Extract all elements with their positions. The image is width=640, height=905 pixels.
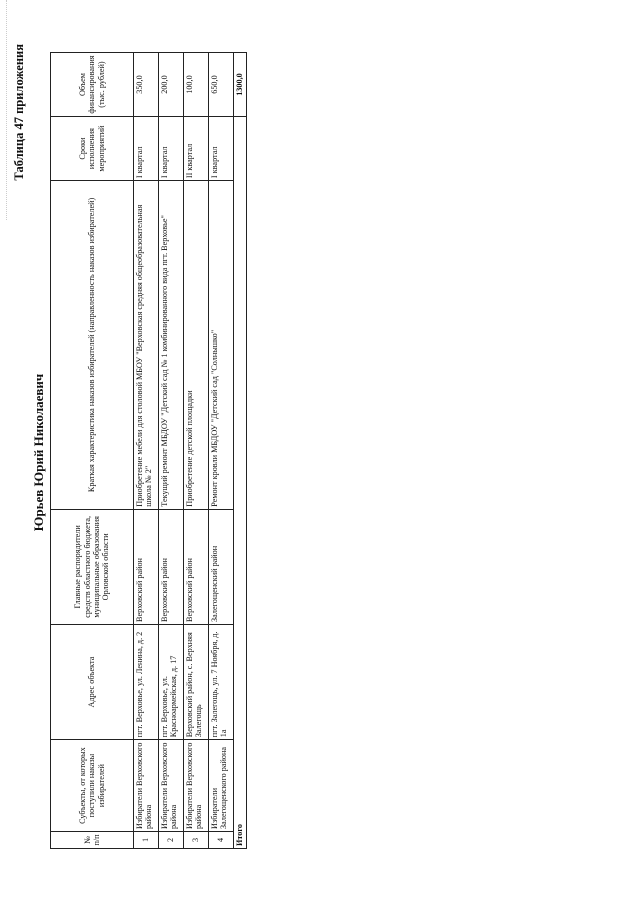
table-row: [159, 53, 184, 849]
row-subject: Избиратели Верховского района: [184, 740, 209, 832]
row-description: Приобретение детской площадки: [184, 181, 209, 510]
row-term: I квартал: [134, 117, 159, 181]
column-header-address: Адрес объекта: [51, 624, 134, 739]
row-number: 4: [209, 831, 234, 848]
row-number: 1: [134, 831, 159, 848]
column-header-description: Краткая характеристика наказов избирателей (направленность наказов избирателей): [51, 181, 134, 510]
row-distributor: Верховский район: [184, 509, 209, 624]
column-header-number: № п/п: [51, 831, 134, 848]
row-address: пгт. Верховье, ул. Красноармейская, д. 17: [159, 624, 184, 739]
total-row: [234, 53, 247, 849]
table-row: [184, 53, 209, 849]
column-header-term: Сроки исполнения мероприятий: [51, 117, 134, 181]
row-subject: Избиратели Верховского района: [134, 740, 159, 832]
row-distributor: Верховский район: [134, 509, 159, 624]
deputy-name: Юрьев Юрий Николаевич: [31, 373, 46, 532]
row-number: 3: [184, 831, 209, 848]
row-amount: 350,0: [134, 53, 159, 117]
total-label: Итого: [234, 117, 247, 849]
row-number: 2: [159, 831, 184, 848]
row-amount: 200,0: [159, 53, 184, 117]
row-description: Ремонт кровли МБДОУ "Детский сад "Солнышко": [209, 181, 234, 510]
row-amount: 650,0: [209, 53, 234, 117]
row-description: Приобретение мебели для столовой МБОУ "Верховская средняя общеобразовательная школа № 2": [134, 181, 159, 510]
row-amount: 100,0: [184, 53, 209, 117]
table-row: [209, 53, 234, 849]
row-address: пгт. Залегощь, ул. 7 Ноября, д. 1а: [209, 624, 234, 739]
row-term: I квартал: [159, 117, 184, 181]
column-header-distributor: Главные распорядители средств областного бюджета, муниципальные образования Орловской области: [51, 509, 134, 624]
row-term: I квартал: [209, 117, 234, 181]
row-address: Верховский район, с. Верхняя Залегощь: [184, 624, 209, 739]
row-distributor: Верховский район: [159, 509, 184, 624]
row-term: II квартал: [184, 117, 209, 181]
row-subject: Избиратели Верховского района: [159, 740, 184, 832]
row-distributor: Залегощенский район: [209, 509, 234, 624]
row-description: Текущий ремонт МБДОУ "Детский сад № 1 комбинированного вида пгт. Верховье": [159, 181, 184, 510]
column-header-subject: Субъекты, от которых поступили наказы избирателей: [51, 740, 134, 832]
orders-table: [50, 52, 247, 849]
table-row: [134, 53, 159, 849]
row-address: пгт. Верховье, ул. Ленина, д. 2: [134, 624, 159, 739]
row-subject: Избиратели Залегощенского района: [209, 740, 234, 832]
column-header-amount: Объем финансирования (тыс. рублей): [51, 53, 134, 117]
table-header-row: [51, 53, 134, 849]
appendix-label: Таблица 47 приложения: [12, 44, 26, 181]
total-amount: 1300,0: [234, 53, 247, 117]
